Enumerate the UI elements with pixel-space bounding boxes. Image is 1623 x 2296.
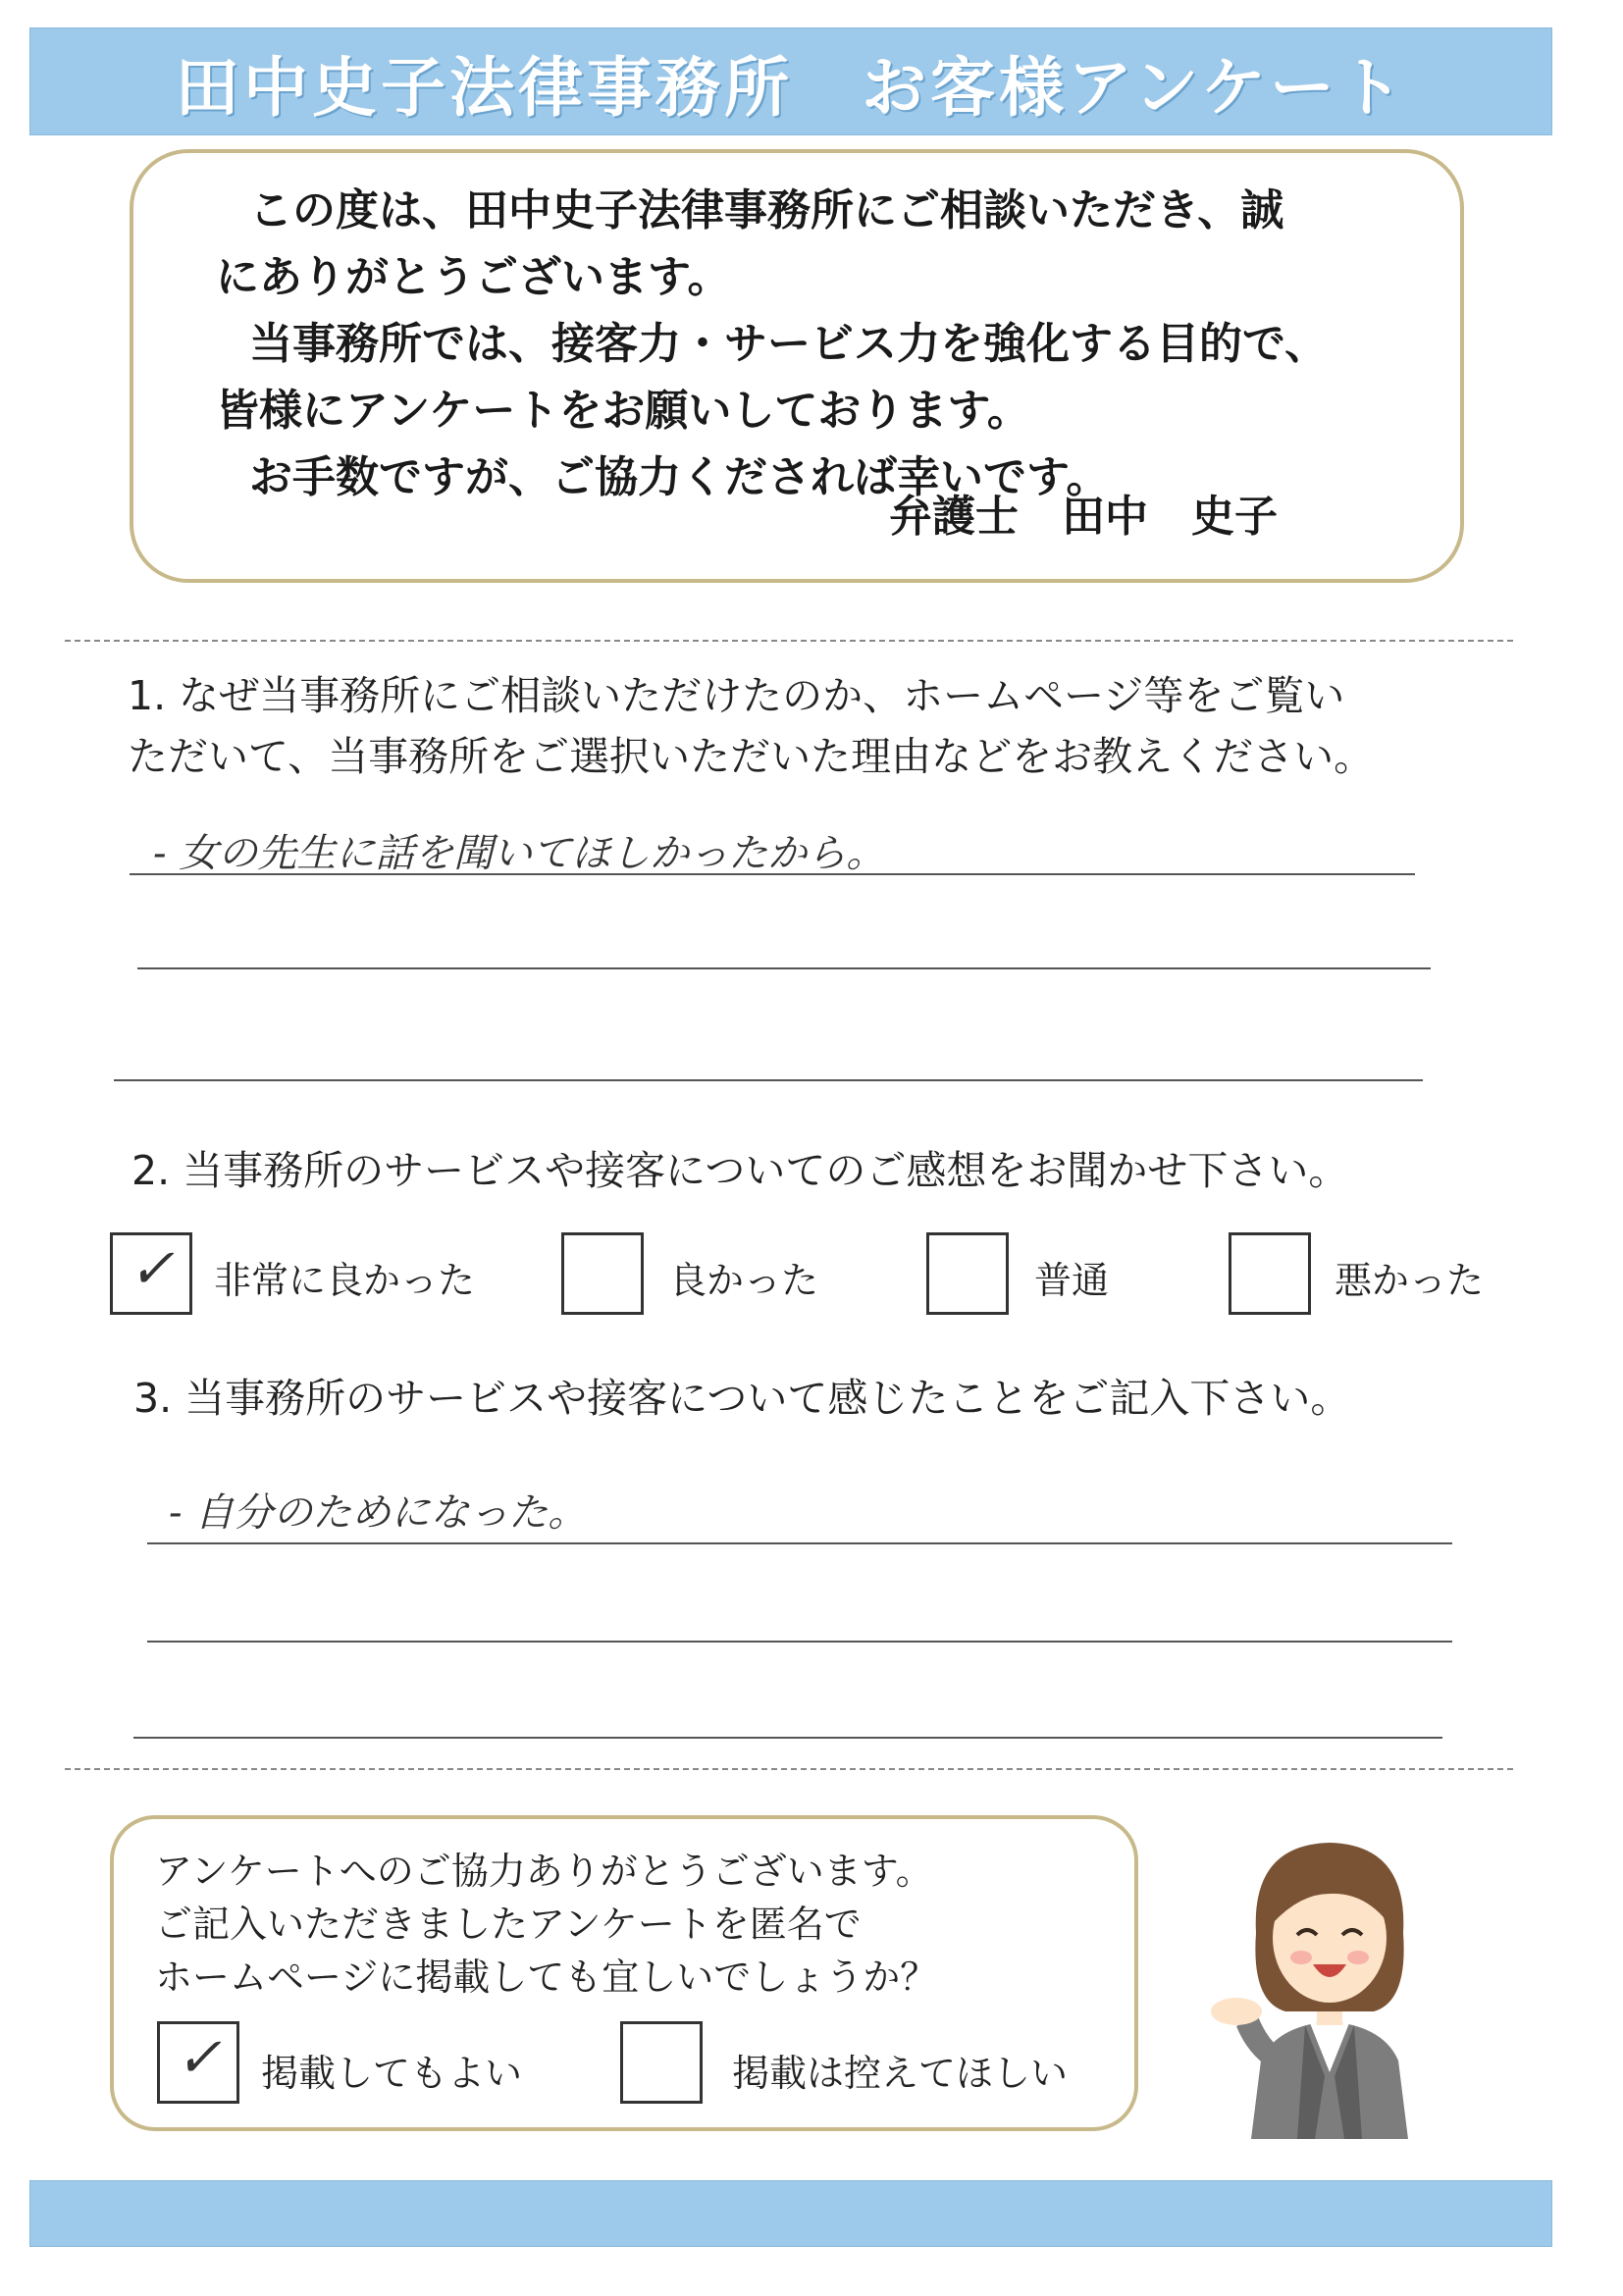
consent-checkbox-allow[interactable] — [157, 2021, 239, 2104]
q2-checkbox-bad[interactable] — [1229, 1232, 1311, 1315]
intro-message-box — [130, 149, 1464, 583]
hand — [1211, 1998, 1262, 2025]
q2-option-average-label: 普通 — [1034, 1259, 1110, 1302]
staff-woman-illustration-icon — [1207, 1815, 1452, 2139]
consent-checkbox-decline[interactable] — [620, 2021, 703, 2104]
intro-line-1: この度は、田中史子法律事務所にご相談いただき、誠 — [249, 185, 1284, 235]
section-divider-top — [65, 640, 1513, 642]
consent-option-allow-label: 掲載してもよい — [261, 2052, 523, 2095]
check-mark-icon: ✓ — [176, 2026, 222, 2090]
cheek-right — [1347, 1951, 1369, 1964]
consent-line-2: ご記入いただきましたアンケートを匿名で — [155, 1903, 862, 1946]
q2-option-very-good-label: 非常に良かった — [214, 1259, 476, 1302]
intro-signature: 弁護士 田中 史子 — [889, 492, 1278, 542]
intro-line-2: にありがとうございます。 — [216, 252, 731, 302]
q2-checkbox-good[interactable] — [561, 1232, 644, 1315]
q2-checkbox-average[interactable] — [926, 1232, 1009, 1315]
q2-option-bad-label: 悪かった — [1335, 1259, 1485, 1302]
q3-answer-line-2 — [147, 1641, 1452, 1643]
consent-line-3: ホームページに掲載しても宜しいでしょうか？ — [155, 1956, 938, 1999]
header-banner — [29, 27, 1552, 135]
q3-answer-line-1 — [147, 1542, 1452, 1544]
intro-line-3: 当事務所では、接客力・サービス力を強化する目的で、 — [249, 319, 1329, 369]
consent-option-decline-label: 掲載は控えてほしい — [732, 2052, 1069, 2095]
q3-answer-line-3 — [133, 1737, 1442, 1739]
office-name: 田中史子法律事務所 — [174, 49, 793, 126]
q1-answer-line-3 — [114, 1079, 1423, 1081]
survey-title: お客様アンケート — [861, 49, 1408, 126]
section-divider-bottom — [65, 1768, 1513, 1770]
consent-box — [110, 1815, 1138, 2131]
q2-question: 2. 当事務所のサービスや接客についてのご感想をお聞かせ下さい。 — [131, 1147, 1349, 1194]
q2-option-good-label: 良かった — [669, 1259, 819, 1302]
consent-line-1: アンケートへのご協力ありがとうございます。 — [155, 1850, 933, 1893]
q1-question-line-1: 1. なぜ当事務所にご相談いただけたのか、ホームページ等をご覧い — [128, 672, 1345, 719]
q1-answer-line-2 — [137, 967, 1431, 969]
q1-question-line-2: ただいて、当事務所をご選択いただいた理由などをお教えください。 — [128, 733, 1375, 780]
intro-line-5: お手数ですが、ご協力くだされば幸いです。 — [249, 452, 1110, 502]
q2-checkbox-very-good[interactable] — [110, 1232, 192, 1315]
footer-banner — [29, 2180, 1552, 2247]
q1-answer-text: - 女の先生に話を聞いてほしかったから。 — [153, 831, 886, 876]
cheek-left — [1290, 1951, 1312, 1964]
q3-answer-text: - 自分のためになった。 — [169, 1490, 588, 1536]
check-mark-icon: ✓ — [129, 1237, 175, 1301]
q3-question: 3. 当事務所のサービスや接客について感じたことをご記入下さい。 — [133, 1375, 1351, 1422]
intro-line-4: 皆様にアンケートをお願いしております。 — [216, 386, 1030, 436]
header-title — [175, 35, 1407, 129]
q1-answer-line-1 — [130, 873, 1415, 875]
